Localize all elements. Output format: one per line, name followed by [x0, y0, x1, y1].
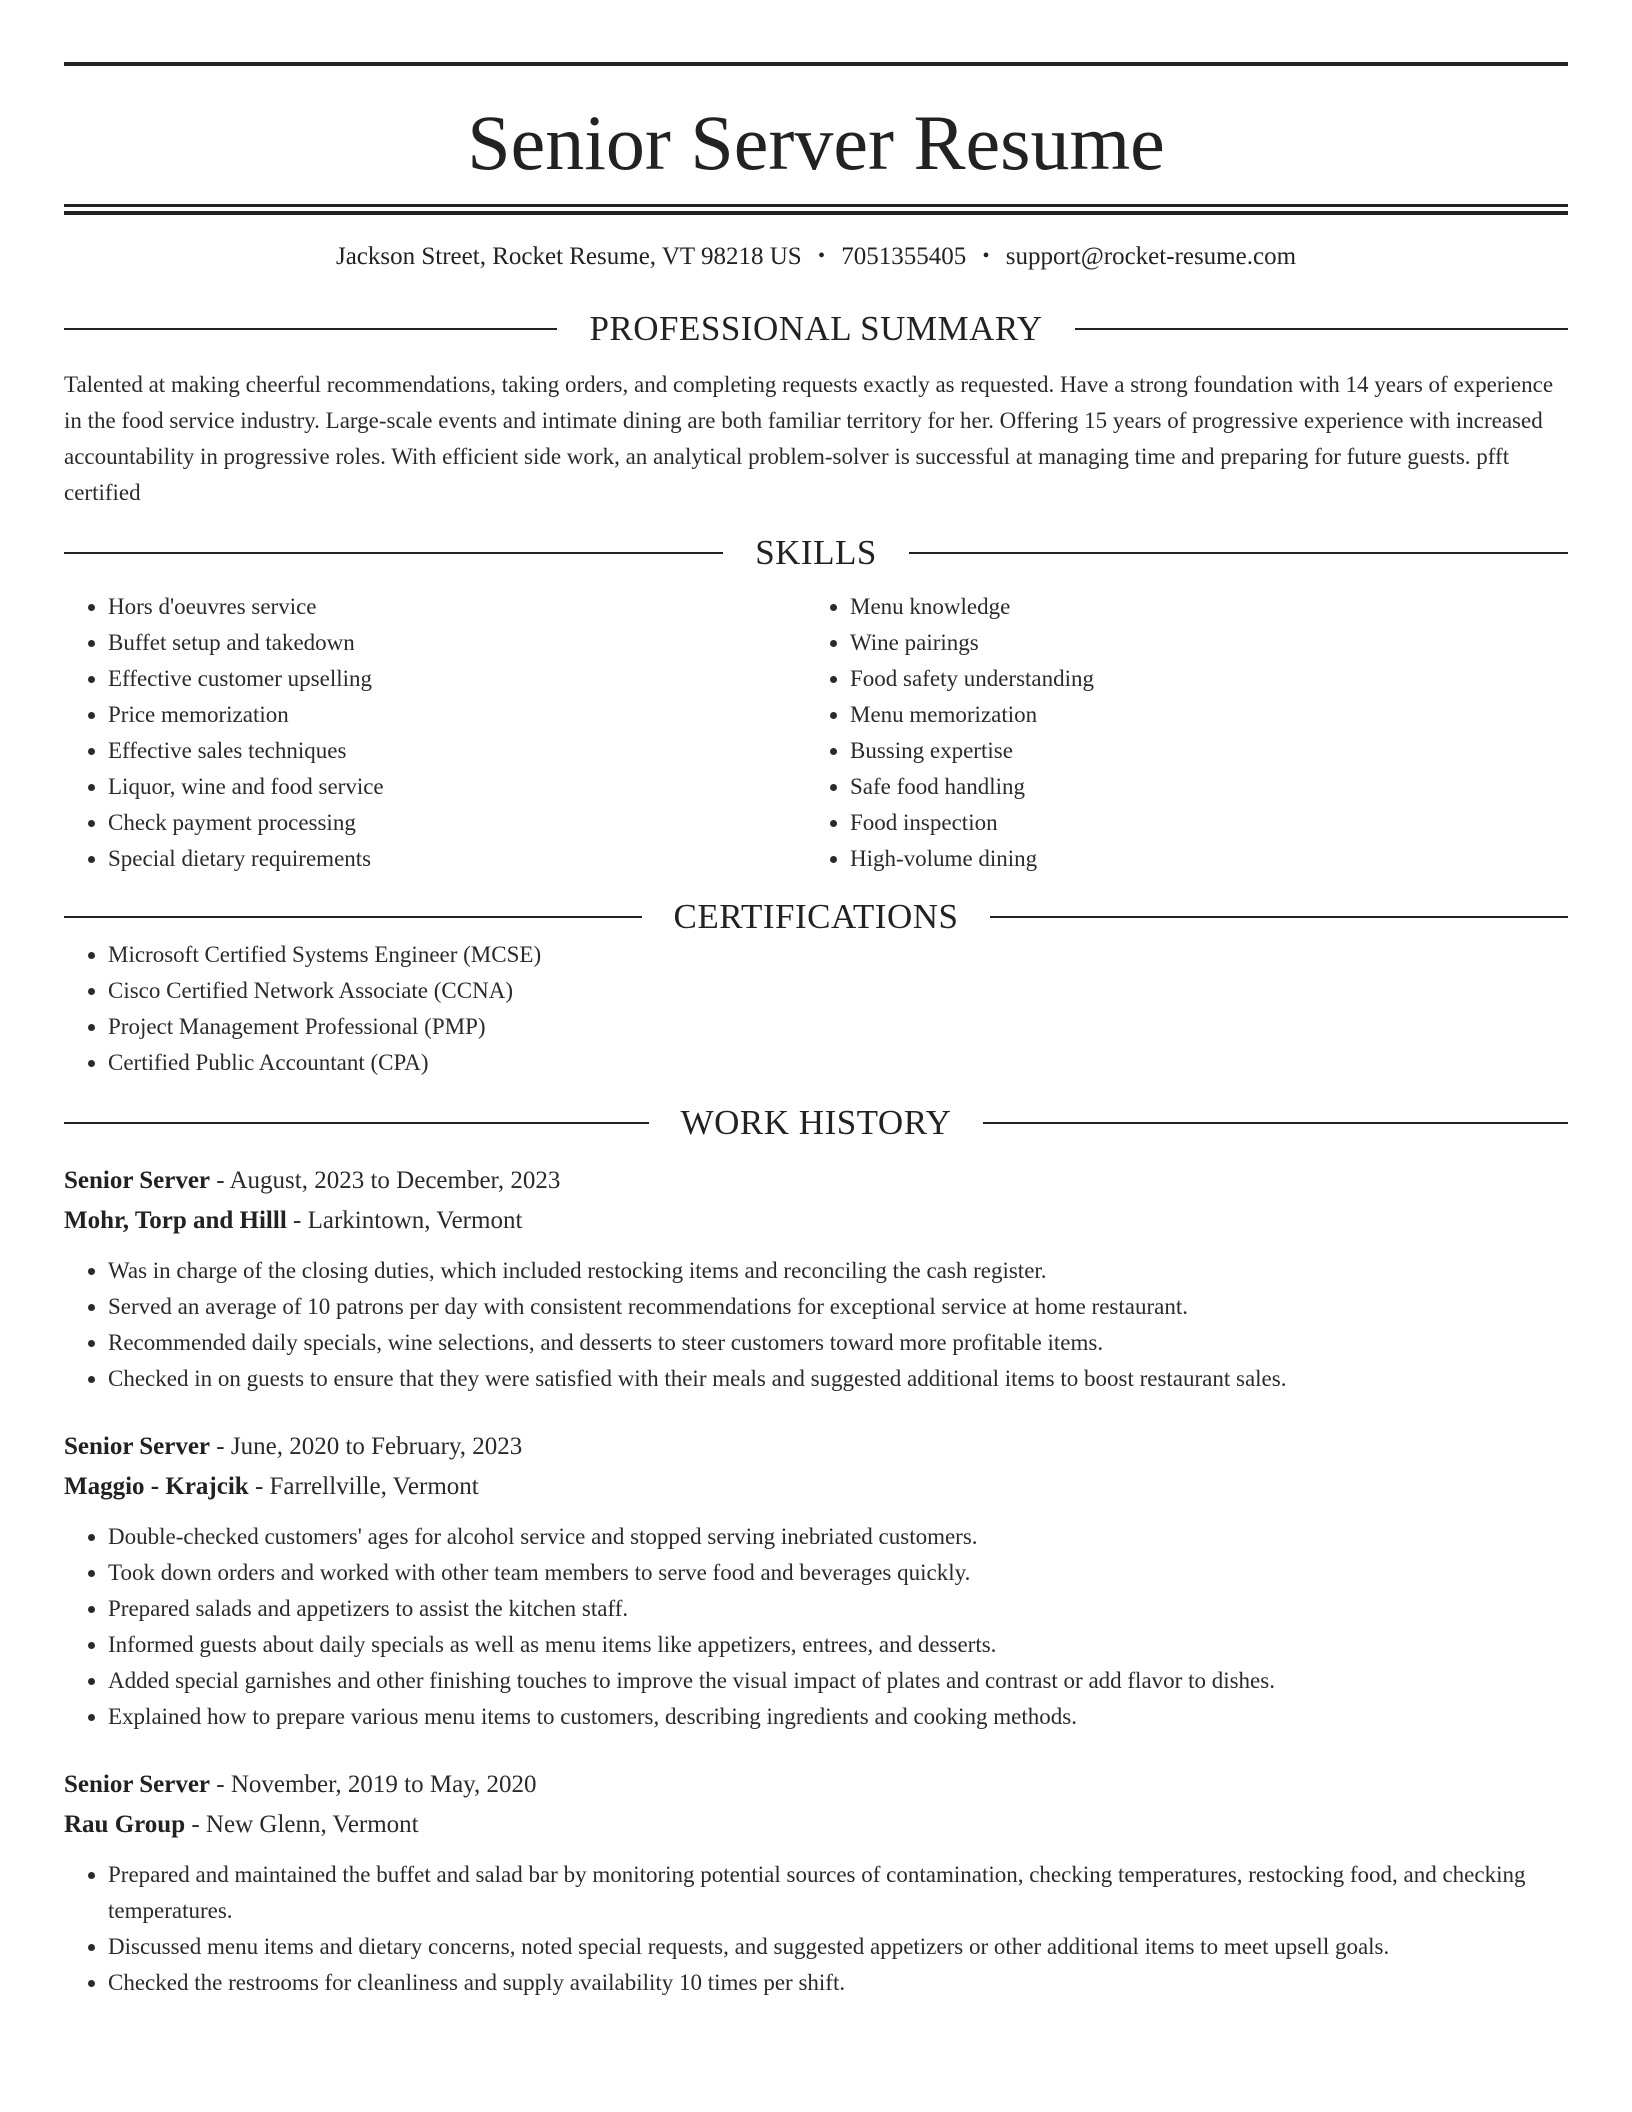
job-location: - Larkintown, Vermont	[286, 1207, 523, 1234]
job-bullet: • Prepared salads and appetizers to assist the kitchen staff.	[108, 1591, 1568, 1627]
job-bullet: • Took down orders and worked with other team members to serve food and beverages quickly.	[108, 1555, 1568, 1591]
job-bullet: • Added special garnishes and other finishing touches to improve the visual impact of plates and contrast or add flavor to dishes.	[108, 1663, 1568, 1699]
contact-address: Jackson Street, Rocket Resume, VT 98218 US	[335, 243, 802, 270]
skills-column-right	[806, 589, 1548, 877]
contact-phone: 7051355405	[841, 243, 967, 270]
heading-rule	[983, 1122, 1568, 1124]
skills-list-left	[64, 589, 806, 877]
summary-text: Talented at making cheerful recommendations, taking orders, and completing requests exactly as requested. Have a strong foundation with 14 years of experience in the food service industry. Large-scale events and intimate dining are both familiar territory for her. Offering 15 years of progressive experience with increased accountability in progressive roles. With efficient side work, an analytical problem-solver is successful at managing time and preparing for future guests. pfft certified	[64, 372, 1554, 505]
certifications-list	[64, 937, 1568, 1081]
resume-title: Senior Server Resume	[467, 99, 1165, 186]
job-company-line	[64, 1467, 1568, 1507]
job-title: Senior Server	[64, 1167, 211, 1194]
skill-item: • Special dietary requirements	[108, 841, 806, 877]
work-history-heading-label: WORK HISTORY	[680, 1103, 952, 1142]
job-location: - Farrellville, Vermont	[248, 1473, 479, 1500]
skill-item: • Menu knowledge	[850, 589, 1548, 625]
job-company: Maggio - Krajcik	[64, 1473, 249, 1500]
job-title-line	[64, 1765, 1568, 1805]
heading-rule	[909, 552, 1568, 554]
heading-rule	[64, 1122, 649, 1124]
heading-rule	[1075, 328, 1568, 330]
skill-item: • Effective customer upselling	[108, 661, 806, 697]
job-title: Senior Server	[64, 1433, 211, 1460]
job-dates: - June, 2020 to February, 2023	[210, 1433, 523, 1460]
job-company-line	[64, 1805, 1568, 1845]
job-company: Rau Group	[64, 1811, 186, 1838]
certification-item: • Project Management Professional (PMP)	[108, 1009, 1568, 1045]
job-location: - New Glenn, Vermont	[185, 1811, 419, 1838]
heading-rule	[64, 328, 557, 330]
certifications-heading-label: CERTIFICATIONS	[673, 897, 959, 936]
contact-separator: •	[982, 245, 990, 267]
contact-email: support@rocket-resume.com	[1005, 243, 1297, 270]
work-history-heading	[64, 1103, 1568, 1143]
skill-item: • Bussing expertise	[850, 733, 1548, 769]
job-title-line	[64, 1161, 1568, 1201]
job-entry	[64, 1427, 1568, 1735]
job-company-line	[64, 1201, 1568, 1241]
skill-item: • Food inspection	[850, 805, 1548, 841]
skill-item: • Hors d'oeuvres service	[108, 589, 806, 625]
certification-item: • Microsoft Certified Systems Engineer (MCSE)	[108, 937, 1568, 973]
skills-column-left	[64, 589, 806, 877]
job-bullet: • Recommended daily specials, wine selections, and desserts to steer customers toward more profitable items.	[108, 1325, 1568, 1361]
skill-item: • Check payment processing	[108, 805, 806, 841]
summary-heading	[64, 309, 1568, 349]
job-bullet: • Checked in on guests to ensure that they were satisfied with their meals and suggested additional items to boost restaurant sales.	[108, 1361, 1568, 1397]
heading-rule	[990, 916, 1568, 918]
job-bullet: • Served an average of 10 patrons per day with consistent recommendations for exceptional service at home restaurant.	[108, 1289, 1568, 1325]
skill-item: • High-volume dining	[850, 841, 1548, 877]
job-bullet: • Informed guests about daily specials as well as menu items like appetizers, entrees, and desserts.	[108, 1627, 1568, 1663]
job-bullet: • Explained how to prepare various menu items to customers, describing ingredients and cooking methods.	[108, 1699, 1568, 1735]
job-bullet: • Double-checked customers' ages for alcohol service and stopped serving inebriated customers.	[108, 1519, 1568, 1555]
certification-item: • Cisco Certified Network Associate (CCNA)	[108, 973, 1568, 1009]
job-dates: - November, 2019 to May, 2020	[210, 1771, 537, 1798]
skills-list-right	[806, 589, 1548, 877]
skill-item: • Price memorization	[108, 697, 806, 733]
heading-rule	[64, 552, 723, 554]
header-double-rule	[64, 204, 1568, 215]
skills-columns	[64, 589, 1568, 877]
job-bullets	[64, 1253, 1568, 1397]
skill-item: • Safe food handling	[850, 769, 1548, 805]
skill-item: • Food safety understanding	[850, 661, 1548, 697]
job-entry	[64, 1161, 1568, 1397]
skill-item: • Liquor, wine and food service	[108, 769, 806, 805]
job-bullet: • Was in charge of the closing duties, which included restocking items and reconciling the cash register.	[108, 1253, 1568, 1289]
skills-heading	[64, 533, 1568, 573]
contact-separator: •	[817, 245, 825, 267]
contact-line	[64, 241, 1568, 271]
job-company: Mohr, Torp and Hilll	[64, 1207, 287, 1234]
job-bullets	[64, 1519, 1568, 1735]
job-bullets	[64, 1857, 1568, 2001]
skill-item: • Effective sales techniques	[108, 733, 806, 769]
skill-item: • Buffet setup and takedown	[108, 625, 806, 661]
certification-item: • Certified Public Accountant (CPA)	[108, 1045, 1568, 1081]
certifications-heading	[64, 897, 1568, 937]
job-dates: - August, 2023 to December, 2023	[210, 1167, 561, 1194]
job-bullet: • Checked the restrooms for cleanliness and supply availability 10 times per shift.	[108, 1965, 1568, 2001]
job-title-line	[64, 1427, 1568, 1467]
job-title: Senior Server	[64, 1771, 211, 1798]
job-bullet: • Discussed menu items and dietary concerns, noted special requests, and suggested appetizers or other additional items to meet upsell goals.	[108, 1929, 1568, 1965]
job-bullet: • Prepared and maintained the buffet and salad bar by monitoring potential sources of contamination, checking temperatures, restocking food, and checking temperatures.	[108, 1857, 1568, 1929]
summary-heading-label: PROFESSIONAL SUMMARY	[589, 309, 1043, 348]
skills-heading-label: SKILLS	[755, 533, 877, 572]
skill-item: • Menu memorization	[850, 697, 1548, 733]
skill-item: • Wine pairings	[850, 625, 1548, 661]
job-entry	[64, 1765, 1568, 2001]
resume-content	[64, 62, 1568, 2001]
heading-rule	[64, 916, 642, 918]
